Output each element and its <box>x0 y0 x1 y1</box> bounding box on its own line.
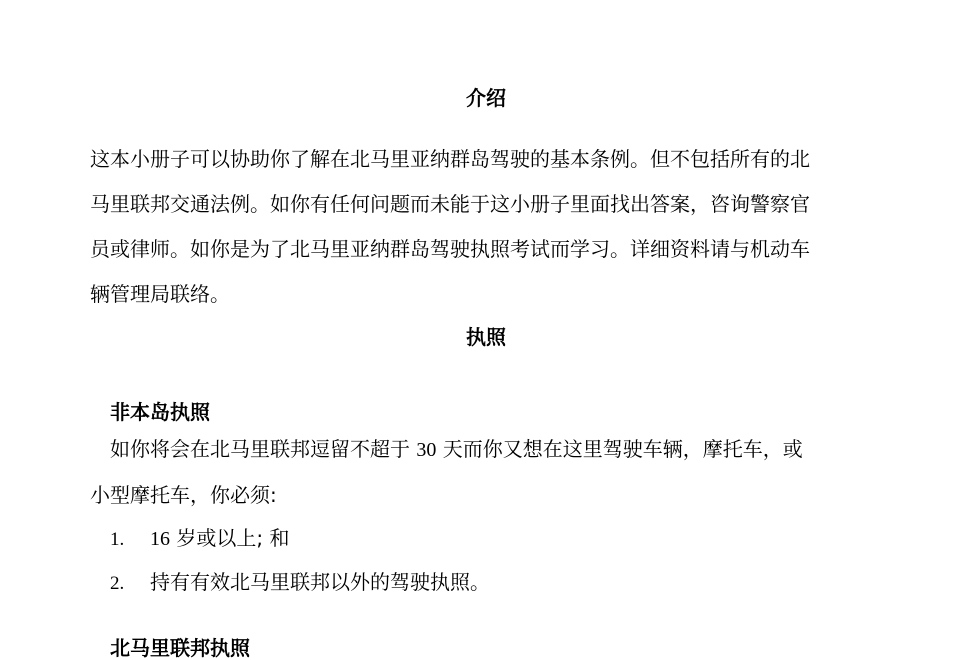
list-item <box>110 569 490 597</box>
intro-line-2: 马里联邦交通法例。如你有任何问题而未能于这小册子里面找出答案，咨询警察官 <box>90 192 810 216</box>
intro-heading: 介绍 <box>466 86 506 110</box>
intro-line-4: 辆管理局联络。 <box>90 282 230 306</box>
list-text: 持有有效北马里联邦以外的驾驶执照。 <box>150 570 490 594</box>
non-resident-line-1 <box>90 427 890 473</box>
intro-paragraph <box>90 137 890 317</box>
age-number: 16 <box>150 528 170 550</box>
non-resident-text-before: 如你将会在北马里联邦逗留不超于 <box>110 437 417 461</box>
cnmi-license-subheading: 北马里联邦执照 <box>110 636 250 660</box>
non-resident-text-after: 天而你又想在这里驾驶车辆，摩托车，或 <box>436 437 803 461</box>
intro-line-1: 这本小册子可以协助你了解在北马里亚纳群岛驾驶的基本条例。但不包括所有的北 <box>90 147 810 171</box>
days-number: 30 <box>416 439 437 461</box>
intro-line-3: 员或律师。如你是为了北马里亚纳群岛驾驶执照考试而学习。详细资料请与机动车 <box>90 237 810 261</box>
list-text: 岁或以上; 和 <box>170 526 290 550</box>
list-number: 2. <box>110 573 125 594</box>
non-resident-license-subheading: 非本岛执照 <box>110 400 210 424</box>
list-number: 1. <box>110 529 125 550</box>
list-item <box>110 525 289 553</box>
non-resident-line-2: 小型摩托车，你必须: <box>90 483 277 507</box>
license-heading: 执照 <box>466 325 506 349</box>
non-resident-paragraph <box>90 427 890 518</box>
